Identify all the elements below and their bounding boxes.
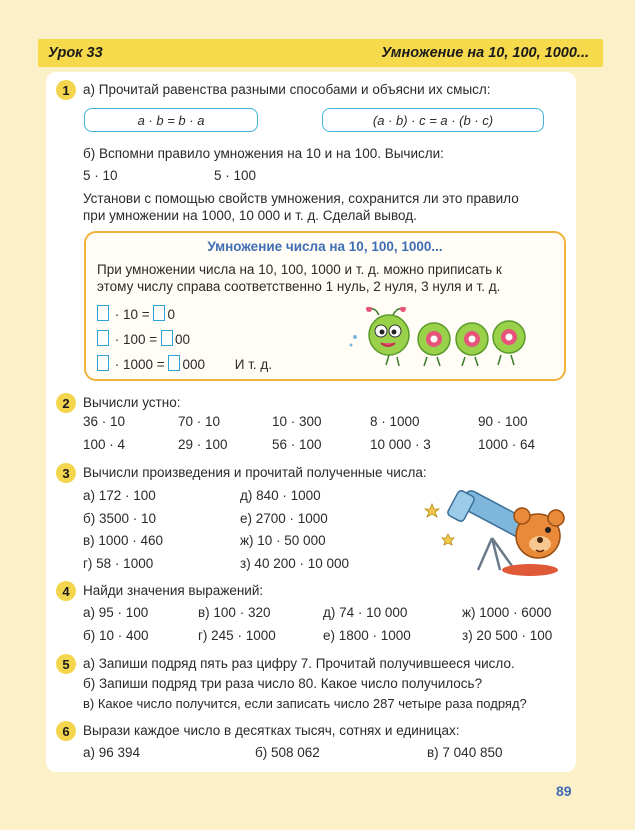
bear-with-telescope-illustration	[420, 486, 566, 576]
task-1a-text: а) Прочитай равенства разными способами и объясни их смысл:	[83, 82, 491, 97]
task-1c-line-2: при умножении на 1000, 10 000 и т. д. Сделай вывод.	[83, 208, 417, 223]
task-4-item: г) 245 · 1000	[198, 628, 276, 643]
lesson-number: Урок 33	[48, 45, 103, 61]
task-4-title: Найди значения выражений:	[83, 583, 264, 598]
task-4-item: а) 95 · 100	[83, 605, 149, 620]
task-4-item: ж) 1000 · 6000	[462, 605, 552, 620]
task-4-item: б) 10 · 400	[83, 628, 149, 643]
task-1b-text: б) Вспомни правило умножения на 10 и на 100. Вычисли:	[83, 146, 444, 161]
task-3-item: в) 1000 · 460	[83, 533, 163, 548]
lesson-topic: Умножение на 10, 100, 1000...	[381, 45, 589, 61]
task-2-item: 29 · 100	[178, 437, 228, 452]
task-2-item: 90 · 100	[478, 414, 528, 429]
rule-title: Умножение числа на 10, 100, 1000...	[207, 239, 443, 254]
task-2-item: 70 · 10	[178, 414, 221, 429]
task-5-line-c: в) Какое число получится, если записать число 287 четыре раза подряд?	[83, 696, 527, 711]
formula-commutative: a · b = b · a	[84, 108, 258, 132]
task-3-item: ж) 10 · 50 000	[240, 533, 326, 548]
task-3-title: Вычисли произведения и прочитай полученные числа:	[83, 465, 427, 480]
task-5-line-b: б) Запиши подряд три раза число 80. Какое число получилось?	[83, 676, 483, 691]
blank-square	[97, 305, 109, 321]
rule-row-10: · 10 = 0	[97, 305, 175, 322]
task-2-item: 1000 · 64	[478, 437, 536, 452]
task-4-item: з) 20 500 · 100	[462, 628, 553, 643]
task-6-item: б) 508 062	[255, 745, 320, 760]
task-2-item: 100 · 4	[83, 437, 126, 452]
task-1-badge: 1	[56, 80, 76, 100]
lesson-header	[38, 39, 603, 67]
task-4-item: д) 74 · 10 000	[323, 605, 408, 620]
blank-square	[97, 330, 109, 346]
task-3-item: б) 3500 · 10	[83, 511, 157, 526]
blank-square	[168, 355, 180, 371]
task-5-badge: 5	[56, 654, 76, 674]
rule-box	[84, 231, 566, 381]
task-6-badge: 6	[56, 721, 76, 741]
task-6-title: Вырази каждое число в десятках тысяч, сотнях и единицах:	[83, 723, 460, 738]
task-6-item: а) 96 394	[83, 745, 141, 760]
task-3-item: г) 58 · 1000	[83, 556, 154, 571]
formula-associative: (a · b) · c = a · (b · c)	[322, 108, 544, 132]
task-1c-line-1: Установи с помощью свойств умножения, сохранится ли это правило	[83, 191, 519, 206]
task-4-badge: 4	[56, 581, 76, 601]
task-2-item: 10 000 · 3	[370, 437, 431, 452]
task-1b-expr-2: 5 · 100	[214, 168, 257, 183]
task-3-item: а) 172 · 100	[83, 488, 156, 503]
task-3-item: д) 840 · 1000	[240, 488, 321, 503]
blank-square	[97, 355, 109, 371]
task-2-item: 56 · 100	[272, 437, 322, 452]
task-2-badge: 2	[56, 393, 76, 413]
task-1b-expr-1: 5 · 10	[83, 168, 118, 183]
rule-line-1: При умножении числа на 10, 100, 1000 и т. д. можно приписать к	[97, 262, 502, 277]
task-5-line-a: а) Запиши подряд пять раз цифру 7. Прочитай получившееся число.	[83, 656, 515, 671]
page-number: 89	[556, 783, 572, 799]
task-2-item: 8 · 1000	[370, 414, 420, 429]
blank-square	[153, 305, 165, 321]
task-2-title: Вычисли устно:	[83, 395, 181, 410]
rule-row-100: · 100 = 00	[97, 330, 190, 347]
task-4-item: е) 1800 · 1000	[323, 628, 411, 643]
task-2-item: 36 · 10	[83, 414, 126, 429]
task-2-item: 10 · 300	[272, 414, 322, 429]
task-3-badge: 3	[56, 463, 76, 483]
task-6-item: в) 7 040 850	[427, 745, 503, 760]
caterpillar-illustration	[349, 307, 549, 369]
task-3-item: з) 40 200 · 10 000	[240, 556, 350, 571]
blank-square	[161, 330, 173, 346]
rule-row-1000: · 1000 = 000 И т. д.	[97, 355, 272, 372]
task-3-item: е) 2700 · 1000	[240, 511, 328, 526]
rule-line-2: этому числу справа соответственно 1 нуль, 2 нуля, 3 нуля и т. д.	[97, 279, 501, 294]
task-4-item: в) 100 · 320	[198, 605, 271, 620]
